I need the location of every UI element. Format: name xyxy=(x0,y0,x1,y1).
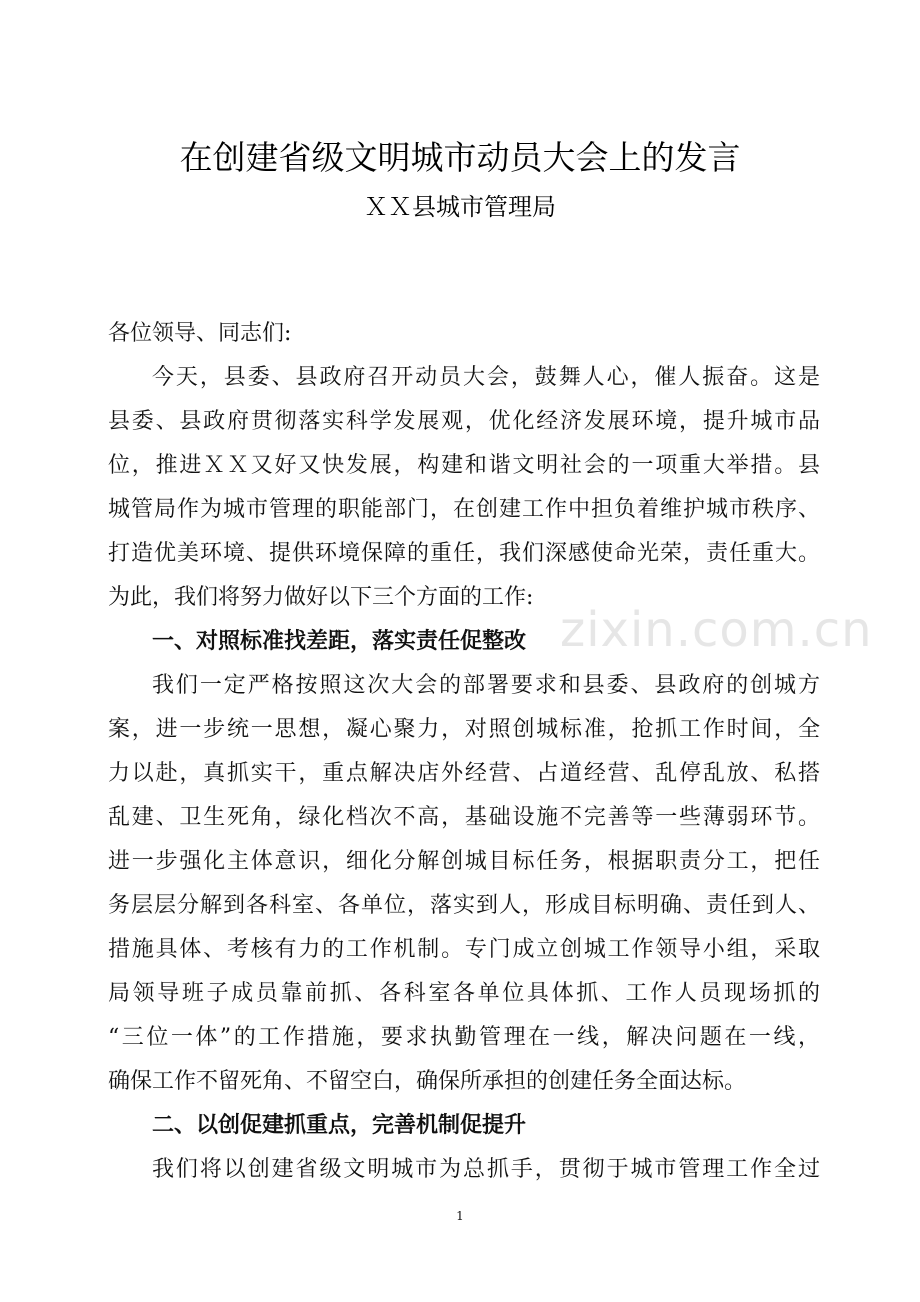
paragraph-line: 打造优美环境、提供环境保障的重任，我们深感使命光荣，责任重大。 xyxy=(108,541,820,566)
page-number: 1 xyxy=(456,1209,464,1223)
paragraph-line: 务层层分解到各科室、各单位，落实到人，形成目标明确、责任到人、 xyxy=(108,893,820,918)
section-heading-2: 二、以创促建抓重点，完善机制促提升 xyxy=(152,1113,527,1138)
paragraph-line: 我们一定严格按照这次大会的部署要求和县委、县政府的创城方 xyxy=(152,673,820,698)
document-subtitle: ＸＸ县城市管理局 xyxy=(364,193,556,221)
salutation: 各位领导、同志们: xyxy=(108,321,292,346)
paragraph-line: 今天，县委、县政府召开动员大会，鼓舞人心，催人振奋。这是 xyxy=(152,365,820,390)
paragraph-line: “三位一体”的工作措施，要求执勤管理在一线，解决问题在一线， xyxy=(108,1025,820,1050)
paragraph-line: 进一步强化主体意识，细化分解创城目标任务，根据职责分工，把任 xyxy=(108,849,820,874)
paragraph-line: 位，推进ＸＸ又好又快发展，构建和谐文明社会的一项重大举措。县 xyxy=(108,453,820,478)
paragraph-line: 为此，我们将努力做好以下三个方面的工作: xyxy=(108,585,534,610)
paragraph-line: 城管局作为城市管理的职能部门，在创建工作中担负着维护城市秩序、 xyxy=(108,497,820,522)
paragraph-line: 确保工作不留死角、不留空白，确保所承担的创建任务全面达标。 xyxy=(108,1069,747,1094)
paragraph-line: 措施具体、考核有力的工作机制。专门成立创城工作领导小组，采取 xyxy=(108,937,820,962)
paragraph-line: 案，进一步统一思想，凝心聚力，对照创城标准，抢抓工作时间，全 xyxy=(108,717,820,742)
document-title: 在创建省级文明城市动员大会上的发言 xyxy=(179,138,741,177)
paragraph-line: 力以赴，真抓实干，重点解决店外经营、占道经营、乱停乱放、私搭 xyxy=(108,761,820,786)
watermark: zixin.com.cn xyxy=(560,602,873,658)
section-heading-1: 一、对照标准找差距，落实责任促整改 xyxy=(152,629,527,654)
paragraph-line: 局领导班子成员靠前抓、各科室各单位具体抓、工作人员现场抓的 xyxy=(108,981,820,1006)
paragraph-line: 乱建、卫生死角，绿化档次不高，基础设施不完善等一些薄弱环节。 xyxy=(108,805,820,830)
paragraph-line: 县委、县政府贯彻落实科学发展观，优化经济发展环境，提升城市品 xyxy=(108,409,820,434)
paragraph-line: 我们将以创建省级文明城市为总抓手，贯彻于城市管理工作全过 xyxy=(152,1157,820,1182)
